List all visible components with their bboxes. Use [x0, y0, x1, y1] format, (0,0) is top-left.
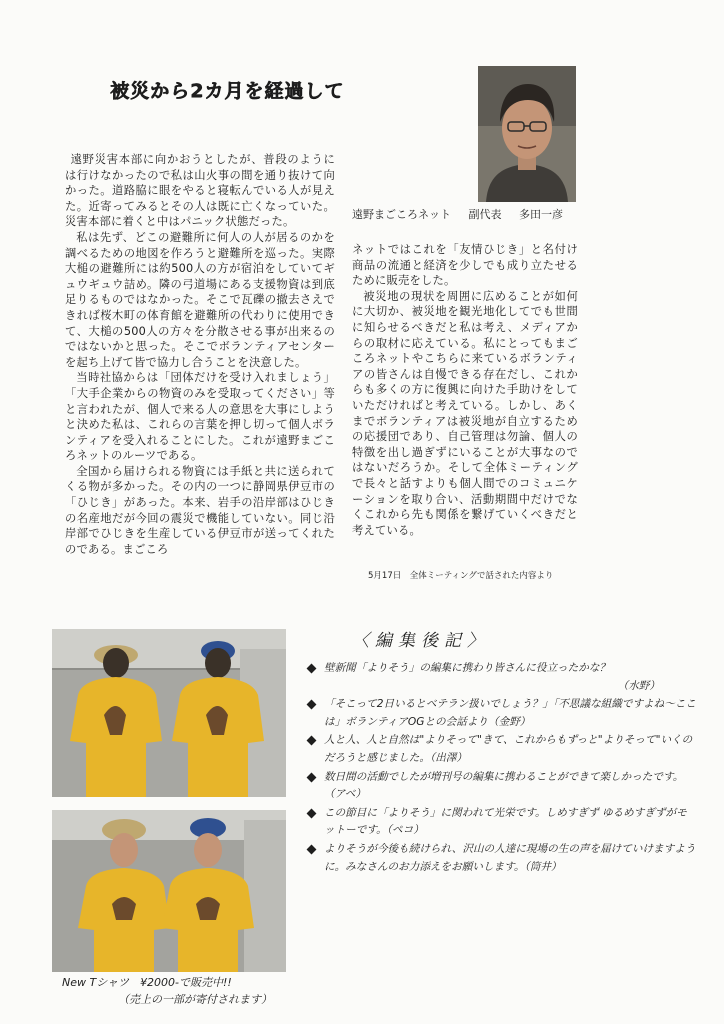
postscript-note: [306, 696, 696, 731]
article-paragraph: 私は先ず、どこの避難所に何人の人が居るのかを調べるための地図を作ろうと避難所を巡った。実際大槌の避難所には約500人の方が宿泊をしていてギュウギュウ詰め。隣の弓道場にある支援物資は到底足りるものではなかった。そこで瓦礫の撤去さえできれば桜木町の体育館を避難所の代わりに使用できて、大槌の500人の方々を分散させる事が出来るのではないかと思った。そこでボランティアセンターを起ち上げて皆で協力し合うことを決意した。: [65, 230, 335, 369]
tshirt-photo-front: [52, 810, 286, 972]
tshirt-sale-caption: [62, 974, 322, 1008]
article-column-left: [65, 152, 335, 557]
article-column-right: [352, 242, 578, 538]
byline-name: 多田一彦: [519, 208, 563, 221]
postscript-note-text: 人と人、人と自然は"よりそって"きて、これからもずっと"よりそって"いくのだろうと感じました。（出澤）: [324, 734, 693, 764]
tshirt-photo-back: [52, 629, 286, 797]
tshirt-donation-line: （売上の一部が寄付されます）: [118, 993, 272, 1006]
postscript-note-text: 壁新聞「よりそう」の編集に携わり皆さんに役立ったかな？: [324, 662, 611, 674]
postscript-note-text: 数日間の活動でしたが増刊号の編集に携わることができて楽しかったです。（アベ）: [324, 770, 684, 801]
byline: [352, 206, 577, 222]
postscript-note-author: （水野）: [617, 679, 660, 692]
postscript-note: [306, 769, 696, 804]
article-paragraph: 全国から届けられる物資には手紙と共に送られてくる物が多かった。その内の一つに静岡県伊豆市の「ひじき」があった。本来、岩手の沿岸部はひじきの名産地だが今回の震災で機能していない。同じ沿岸部でひじきを生産している伊豆市が送ってくれたのである。まごころ: [65, 464, 335, 556]
postscript-note-text: よりそうが今後も続けられ、沢山の人達に現場の生の声を届けていけますように。みなさんのお力添えをお願いします。（筒井）: [324, 842, 696, 873]
postscript-note-text: この節目に「よりそう」に関われて光栄です。しめすぎず ゆるめすぎずがモットーです。（ペコ）: [324, 806, 687, 837]
tshirt-back-illustration: [52, 629, 286, 797]
article-paragraph: 当時社協からは「団体だけを受け入れましょう」「大手企業からの物資のみを受取ってください」等と言われたが、個人で来る人の意思を大事にしようと決めた私は、これらの言葉を押し切って個人ボランティアを受入れることにした。これが遠野まごころネットのルーツである。: [65, 371, 335, 463]
postscript-note: [306, 660, 696, 695]
postscript-title: 〈編集後記〉: [352, 631, 490, 651]
article-paragraph: 遠野災害本部に向かおうとしたが、普段のようには行けなかったので私は山火事の間を通り抜けて向かった。道路脇に眼をやると寝転んでいる人が見えた。近寄ってみるとその人は既に亡くなっていた。災害本部に着くと中はパニック状態だった。: [65, 153, 335, 229]
postscript-note-text: 「そこって2日いるとベテラン扱いでしょう？」「不思議な組織ですよね～ここは」ボランティアOGとの会話より（金野）: [324, 698, 697, 728]
postscript-note: [306, 841, 696, 876]
byline-role: 副代表: [468, 208, 502, 221]
byline-org: 遠野まごころネット: [352, 208, 451, 221]
article-title: 被災から2カ月を経過して: [110, 80, 345, 102]
article-paragraph: ネットではこれを「友情ひじき」と名付け商品の流通と経済を少しでも成り立たせるために販売をした。: [352, 243, 578, 288]
article-paragraph: 被災地の現状を周囲に広めることが如何に大切か、被災地を観光地化してでも世間に知らせるべきだと私は考え、メディアからの取材に応えている。私にとってもまごころネットやこちらに来ているボランティアの皆さんは自慢できる存在だし、これからも多くの方に復興に向けた手助けをしていただければと考えている。しかし、あくまでボランティアは被災地が自立するための応援団であり、自己管理は勿論、個人の特徴を出し過ぎずにいることが大事なのではないだろうか。そして全体ミーティングで長々と話すよりも個人間でのコミュニケーションを取り合い、活動期間中だけでなくこれから先も関係を繋げていくべきだと考えている。: [352, 289, 578, 537]
tshirt-sale-line: New Tシャツ ¥2000-で販売中!!: [62, 976, 232, 989]
postscript-notes: [306, 660, 696, 877]
source-note: 5月17日 全体ミーティングで話された内容より: [368, 571, 554, 581]
postscript-note: [306, 805, 696, 840]
portrait-illustration: [478, 66, 576, 202]
tshirt-front-illustration: [52, 810, 286, 972]
portrait-photo: [478, 66, 576, 202]
postscript-note: [306, 732, 696, 767]
